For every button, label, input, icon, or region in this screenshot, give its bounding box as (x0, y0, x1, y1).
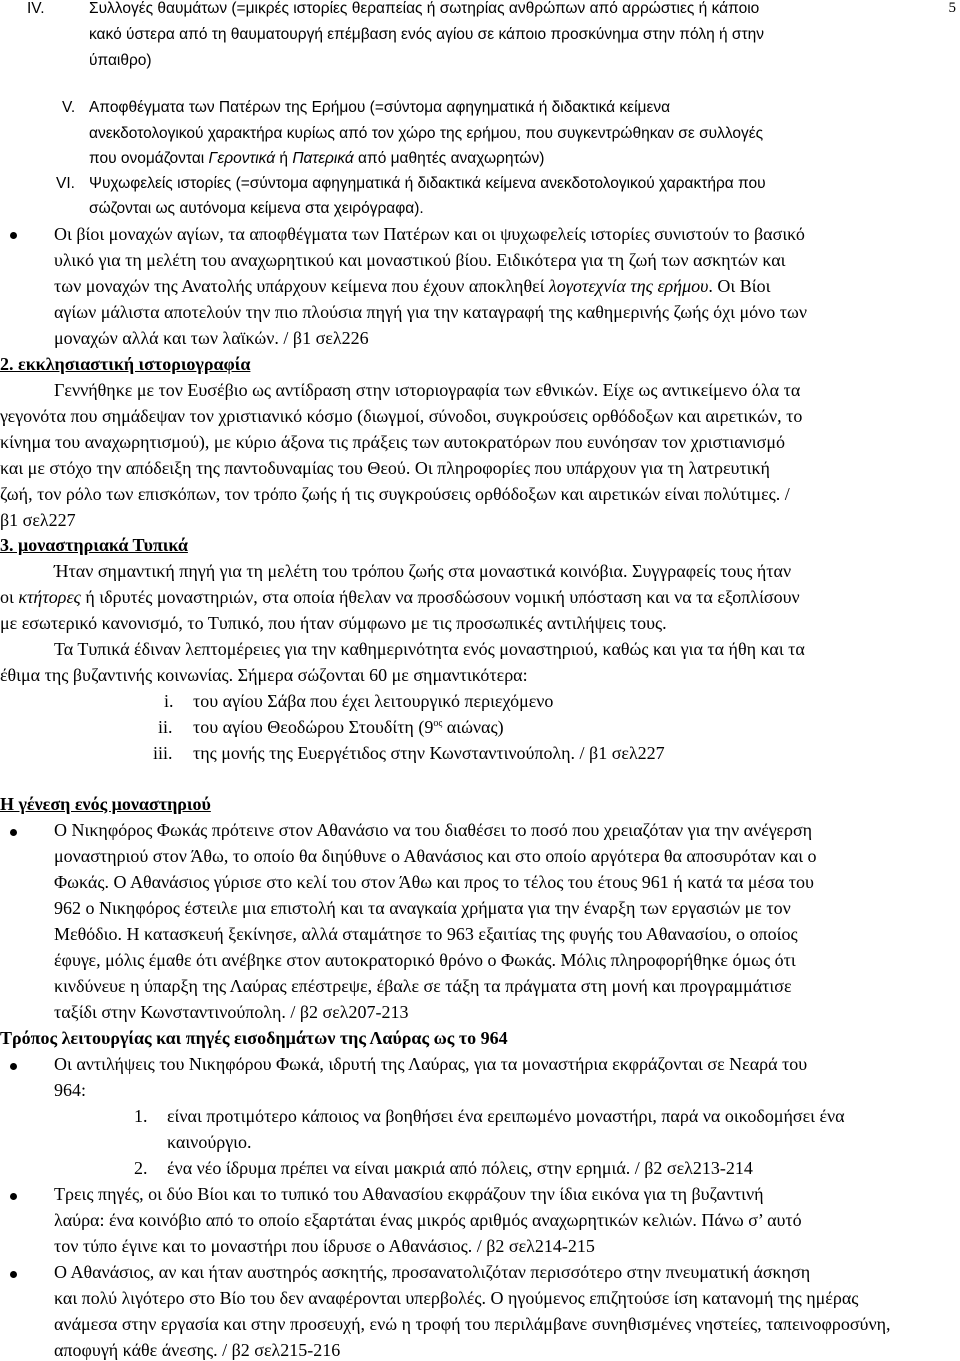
list-line: σώζονται ως αυτόνομα κείμενα στα χειρόγραφα). (89, 200, 424, 217)
text-line: κινδύνευε η ύπαρξη της Λαύρας επέστρεψε, έβαλε σε τάξη τα πράγματα στη μονή και προγραμμάτισε (54, 976, 792, 996)
text-line: Φωκάς. Ο Αθανάσιος γύρισε στο κελί του στον Άθω και προς το τέλος του έτους 961 ή κατά τα μέσα του (54, 872, 814, 892)
section-heading: 2. εκκλησιαστική ιστοριογραφία (0, 354, 251, 374)
list-num: i. (164, 691, 174, 711)
list-item: του αγίου Σάβα που έχει λειτουργικό περιεχόμενο (193, 691, 554, 711)
text-line: τον τύπο έγινε και το μοναστήρι που ίδρυσε ο Αθανάσιος. / β2 σελ214-215 (54, 1236, 595, 1256)
text-line: και πολύ λιγότερο στο Βίο του δεν αναφέρονται υπερβολές. Ο ηγούμενος επιζητούσε ίση κατανομή της ημέρας (54, 1288, 859, 1308)
text-line: β1 σελ227 (0, 510, 76, 530)
list-line: ανεκδοτολογικού χαρακτήρα κυρίως από τον χώρο της ερήμου, που συγκεντρώθηκαν σε συλλογές (89, 125, 764, 142)
list-item: ένα νέο ίδρυμα πρέπει να είναι μακριά από πόλεις, στην ερημιά. / β2 σελ213-214 (167, 1158, 753, 1178)
list-num: iii. (153, 743, 173, 763)
bullet-marker (10, 1193, 17, 1200)
text-line: αγίων μάλιστα αποτελούν την πιο πλούσια πηγή για την καταγραφή της καθημερινής ζωής όχι μόνο των (54, 302, 807, 322)
text-line: μοναχών αλλά και των λαϊκών. / β1 σελ226 (54, 328, 369, 348)
text-line: 964: (54, 1080, 87, 1100)
list-item: της μονής της Ευεργέτιδος στην Κωνσταντινούπολη. / β1 σελ227 (193, 743, 665, 763)
list-num: 2. (134, 1158, 148, 1178)
text-line: των μοναχών της Ανατολής υπάρχουν κείμενα που έχουν αποκληθεί λογοτεχνία της ερήμου. Οι Βίοι (54, 276, 771, 296)
list-line: Ψυχωφελείς ιστορίες (=σύντομα αφηγηματικά ή διδακτικά κείμενα ανεκδοτολογικού χαρακτήρα που (89, 175, 766, 192)
text-line: οι κτήτορες ή ιδρυτές μοναστηριών, στα οποία ήθελαν να προσδώσουν νομική υπόσταση και να τα εξοπλίσουν (0, 587, 800, 607)
list-num: ii. (158, 717, 173, 737)
text-line: αποφυγή κάθε άνεσης. / β2 σελ215-216 (54, 1340, 341, 1360)
text-line: Ο Αθανάσιος, αν και ήταν αυστηρός ασκητής, προσανατολιζόταν περισσότερο στην πνευματική άσκηση (54, 1262, 811, 1282)
text-line: έθιμα της βυζαντινής κοινωνίας. Σήμερα σώζονται 60 με σημαντικότερα: (0, 665, 528, 685)
list-num: V. (62, 99, 76, 116)
list-item: του αγίου Θεοδώρου Στουδίτη ($9^{o\varsigma}$ αιώνας) (193, 717, 504, 737)
text-line: λαύρα: ένα κοινόβιο από το οποίο εξαρτάται ένας μικρός αριθμός αναχωρητικών κελιών. Πάνω σ’ αυτό (54, 1210, 802, 1230)
text-line: Γεννήθηκε με τον Ευσέβιο ως αντίδραση στην ιστοριογραφία των εθνικών. Είχε ως αντικείμενο όλα τα (54, 380, 801, 400)
text-line: Οι βίοι μοναχών αγίων, τα αποφθέγματα των Πατέρων και οι ψυχωφελείς ιστορίες συνιστούν το βασικό (54, 224, 805, 244)
text-line: με εσωτερικό κανονισμό, το Τυπικό, που ήταν σύμφωνο με τις προσωπικές αντιλήψεις τους. (0, 613, 667, 633)
text-line: ταξίδι στην Κωνσταντινούπολη. / β2 σελ207-213 (54, 1002, 409, 1022)
section-heading: 3. μοναστηριακά Τυπικά (0, 535, 188, 555)
text-line: μοναστηριού στον Άθω, το οποίο θα διηύθυνε ο Αθανάσιος και στο οποίο αργότερα θα αποσυρόταν και ο (54, 846, 817, 866)
text-line: γεγονότα που σημάδεψαν τον χριστιανικό κόσμο (διωγμοί, σύνοδοι, συγκρούσεις ορθόδοξων και αιρετικών, το (0, 406, 803, 426)
list-item: καινούργιο. (167, 1132, 252, 1152)
list-num: IV. (27, 0, 45, 17)
text-line: κίνημα του αναχωρητισμού), με κύριο άξονα τις πράξεις των αυτοκρατόρων που ευνόησαν τον χριστιανισμό (0, 432, 786, 452)
bullet-marker (10, 1063, 17, 1070)
text-line: Μεθόδιο. Η κατασκευή ξεκίνησε, αλλά σταμάτησε το 963 εξαιτίας της φυγής του Αθανασίου, ο οποίος (54, 924, 798, 944)
text-line: και με στόχο την απόδειξη της παντοδυναμίας του Θεού. Οι πληροφορίες που υπάρχουν για τη λατρευτική (0, 458, 770, 478)
text-line: Ο Νικηφόρος Φωκάς πρότεινε στον Αθανάσιο να του διαθέσει το ποσό που χρειαζόταν για την ανέγερση (54, 820, 813, 840)
text-line: Οι αντιλήψεις του Νικηφόρου Φωκά, ιδρυτή της Λαύρας, για τα μοναστήρια εκφράζονται σε Νεαρά του (54, 1054, 808, 1074)
bullet-marker (10, 1271, 17, 1278)
text-line: υλικό για τη μελέτη του αναχωρητικού και μοναστικού βίου. Ειδικότερα για τη ζωή των ασκητών και (54, 250, 786, 270)
list-line: Αποφθέγματα των Πατέρων της Ερήμου (=σύντομα αφηγηματικά ή διδακτικά κείμενα (89, 99, 671, 116)
text-line: 962 ο Νικηφόρος έστειλε μια επιστολή και τα αναγκαία χρήματα για την έναρξη των εργασιών με τον (54, 898, 791, 918)
text-line: ανάμεσα στην εργασία και στην προσευχή, ενώ η τροφή του περιλάμβανε συνηθισμένες νηστείες, ταπεινοφροσύνη, (54, 1314, 891, 1334)
bullet-marker (10, 829, 17, 836)
section-heading: Τρόπος λειτουργίας και πηγές εισοδημάτων της Λαύρας ως το 964 (0, 1028, 508, 1048)
bullet-marker (10, 232, 17, 239)
text-line: Τα Τυπικά έδιναν λεπτομέρειες για την καθημερινότητα ενός μοναστηριού, καθώς και για τα ήθη και τα (54, 639, 805, 659)
text-line: Τρεις πηγές, οι δύο Βίοι και το τυπικό του Αθανασίου εκφράζουν την ίδια εικόνα για τη βυζαντινή (54, 1184, 764, 1204)
text-line: ζωή, τον ρόλο των επισκόπων, τον τρόπο ζωής ή τις συγκρούσεις ορθόδοξων και αιρετικών είναι πολύτιμες. / (0, 484, 790, 504)
section-heading: Η γένεση ενός μοναστηριού (0, 794, 211, 814)
page-number: 5 (948, 0, 956, 16)
list-item: είναι προτιμότερο κάποιος να βοηθήσει ένα ερειπωμένο μοναστήρι, παρά να οικοδομήσει ένα (167, 1106, 845, 1126)
list-line: που ονομάζονται Γεροντικά ή Πατερικά από μαθητές αναχωρητών) (89, 150, 545, 167)
text-line: έφυγε, μόλις έμαθε ότι ανέβηκε στον αυτοκρατορικό θρόνο ο Φωκάς. Μόλις πληροφορήθηκε όμως ότι (54, 950, 796, 970)
list-num: 1. (134, 1106, 148, 1126)
list-line: ύπαιθρο) (89, 52, 152, 69)
list-line: κακό ύστερα από τη θαυματουργή επέμβαση ενός αγίου σε κάποιο προσκύνημα στην πόλη ή στην (89, 26, 764, 43)
list-line: Συλλογές θαυμάτων (=μικρές ιστορίες θεραπείας ή σωτηρίας ανθρώπων από αρρώστιες ή κάποιο (89, 0, 760, 17)
text-line: Ήταν σημαντική πηγή για τη μελέτη του τρόπου ζωής στα μοναστικά κοινόβια. Συγγραφείς τους ήταν (54, 561, 792, 581)
list-num: VI. (56, 175, 75, 192)
